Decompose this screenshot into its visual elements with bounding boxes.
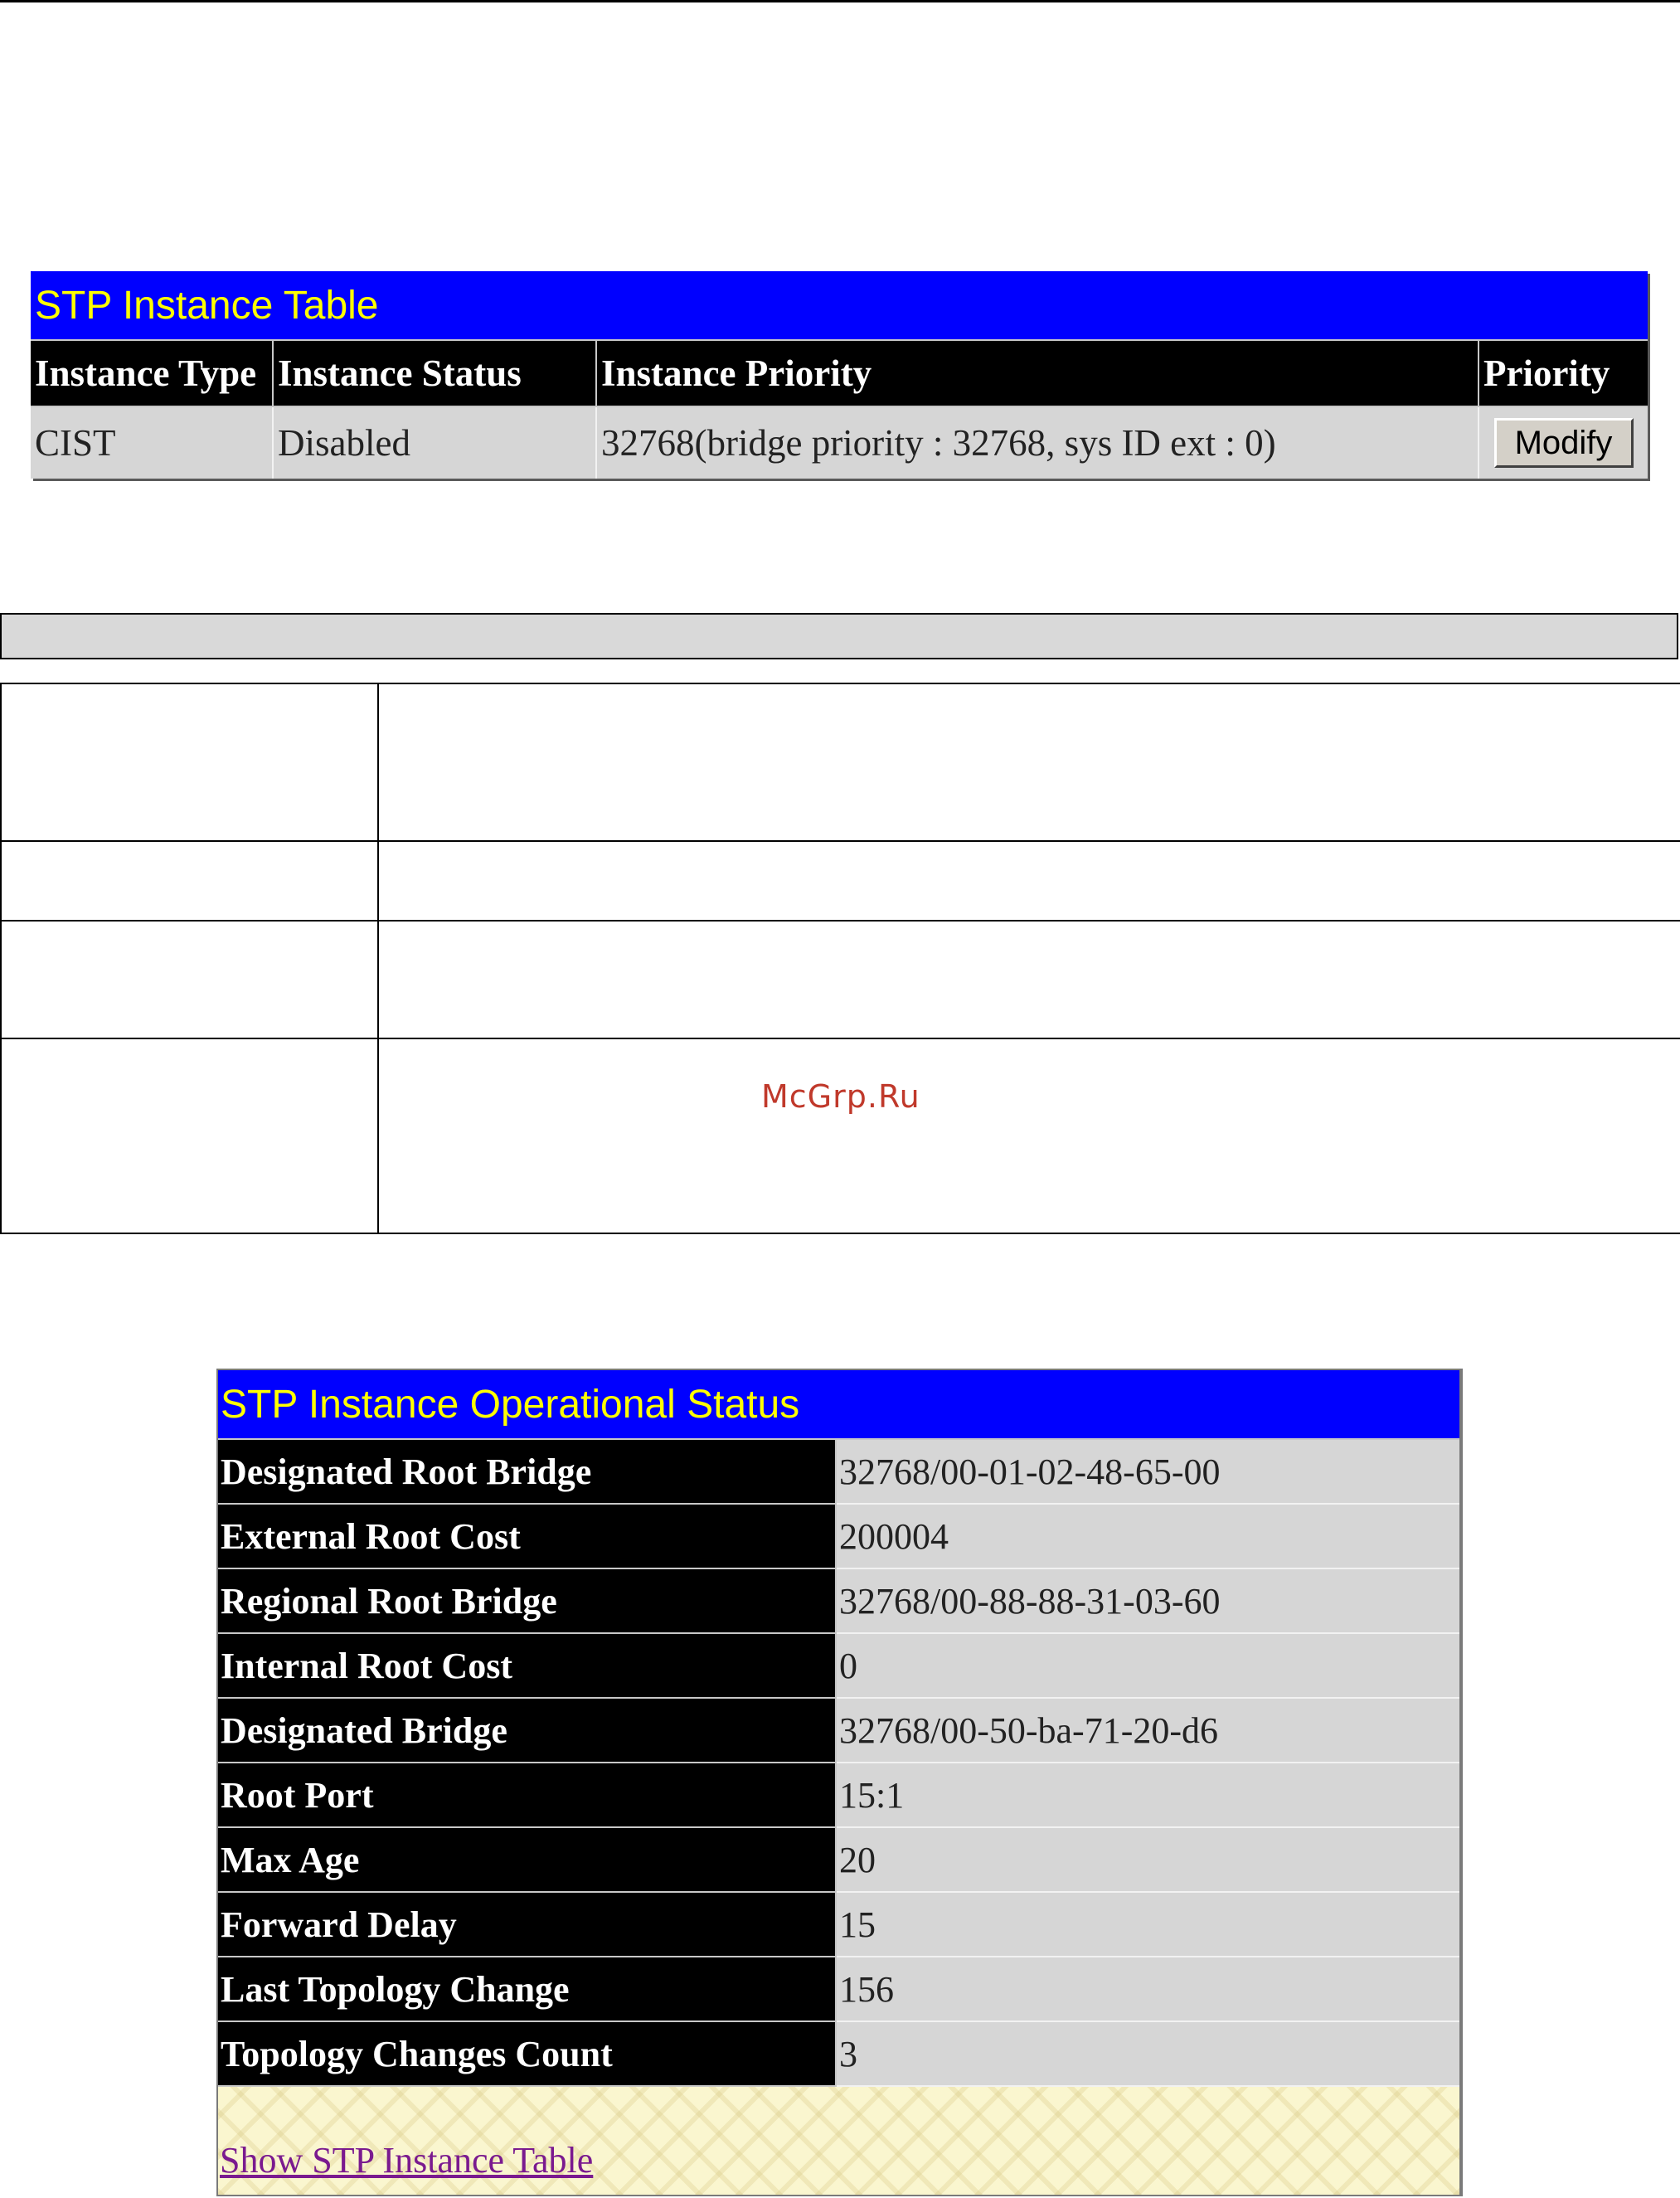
header-instance-status: Instance Status [273,340,596,406]
page-top-rule [0,0,1680,2]
forward-delay-label: Forward Delay [218,1892,836,1957]
external-root-cost-value: 200004 [836,1504,1459,1568]
cell-instance-status: Disabled [273,406,596,479]
last-topology-change-label: Last Topology Change [218,1957,836,2021]
description-text-cell [378,921,1680,1038]
external-root-cost-label: External Root Cost [218,1504,836,1568]
table-row [218,1504,1459,1568]
cell-priority-action [1478,406,1648,479]
table-row [218,1568,1459,1633]
section-header-bar [0,613,1678,659]
description-term-cell [1,921,378,1038]
description-text-cell [378,841,1680,921]
stp-instance-table-title-row [31,271,1648,340]
description-text-cell [378,1038,1680,1233]
table-row [218,1633,1459,1698]
regional-root-bridge-value: 32768/00-88-88-31-03-60 [836,1568,1459,1633]
header-instance-priority: Instance Priority [596,340,1478,406]
max-age-value: 20 [836,1827,1459,1892]
stp-operational-status-panel [216,1369,1463,2196]
header-priority: Priority [1478,340,1648,406]
root-port-label: Root Port [218,1763,836,1827]
modify-button[interactable]: Modify [1494,418,1634,468]
watermark-text: McGrp.Ru [761,1078,920,1115]
description-term-cell [1,841,378,921]
stp-operational-status-table [218,1370,1459,2087]
topology-changes-count-value: 3 [836,2021,1459,2086]
cell-instance-priority: 32768(bridge priority : 32768, sys ID ext : 0) [596,406,1478,479]
stp-instance-table [31,271,1648,479]
designated-root-bridge-label: Designated Root Bridge [218,1439,836,1504]
designated-bridge-label: Designated Bridge [218,1698,836,1763]
table-row [218,1892,1459,1957]
cell-instance-type: CIST [31,406,273,479]
internal-root-cost-label: Internal Root Cost [218,1633,836,1698]
stp-instance-table-title: STP Instance Table [31,271,1648,340]
root-port-value: 15:1 [836,1763,1459,1827]
topology-changes-count-label: Topology Changes Count [218,2021,836,2086]
table-row [218,1698,1459,1763]
operational-status-title-row [218,1370,1459,1439]
show-stp-instance-table-link[interactable]: Show STP Instance Table [220,2140,594,2181]
designated-root-bridge-value: 32768/00-01-02-48-65-00 [836,1439,1459,1504]
table-row [218,1763,1459,1827]
internal-root-cost-value: 0 [836,1633,1459,1698]
last-topology-change-value: 156 [836,1957,1459,2021]
stp-instance-table-header-row [31,340,1648,406]
operational-status-title: STP Instance Operational Status [218,1370,1459,1439]
description-term-cell [1,683,378,841]
table-row [218,1439,1459,1504]
table-row [1,921,1680,1038]
table-row [1,841,1680,921]
table-row [218,2021,1459,2086]
forward-delay-value: 15 [836,1892,1459,1957]
table-row [1,1038,1680,1233]
table-row [31,406,1648,479]
table-row [1,683,1680,841]
table-row [218,1957,1459,2021]
description-table [0,683,1680,1234]
description-term-cell [1,1038,378,1233]
max-age-label: Max Age [218,1827,836,1892]
designated-bridge-value: 32768/00-50-ba-71-20-d6 [836,1698,1459,1763]
regional-root-bridge-label: Regional Root Bridge [218,1568,836,1633]
header-instance-type: Instance Type [31,340,273,406]
table-row [218,1827,1459,1892]
description-text-cell [378,683,1680,841]
